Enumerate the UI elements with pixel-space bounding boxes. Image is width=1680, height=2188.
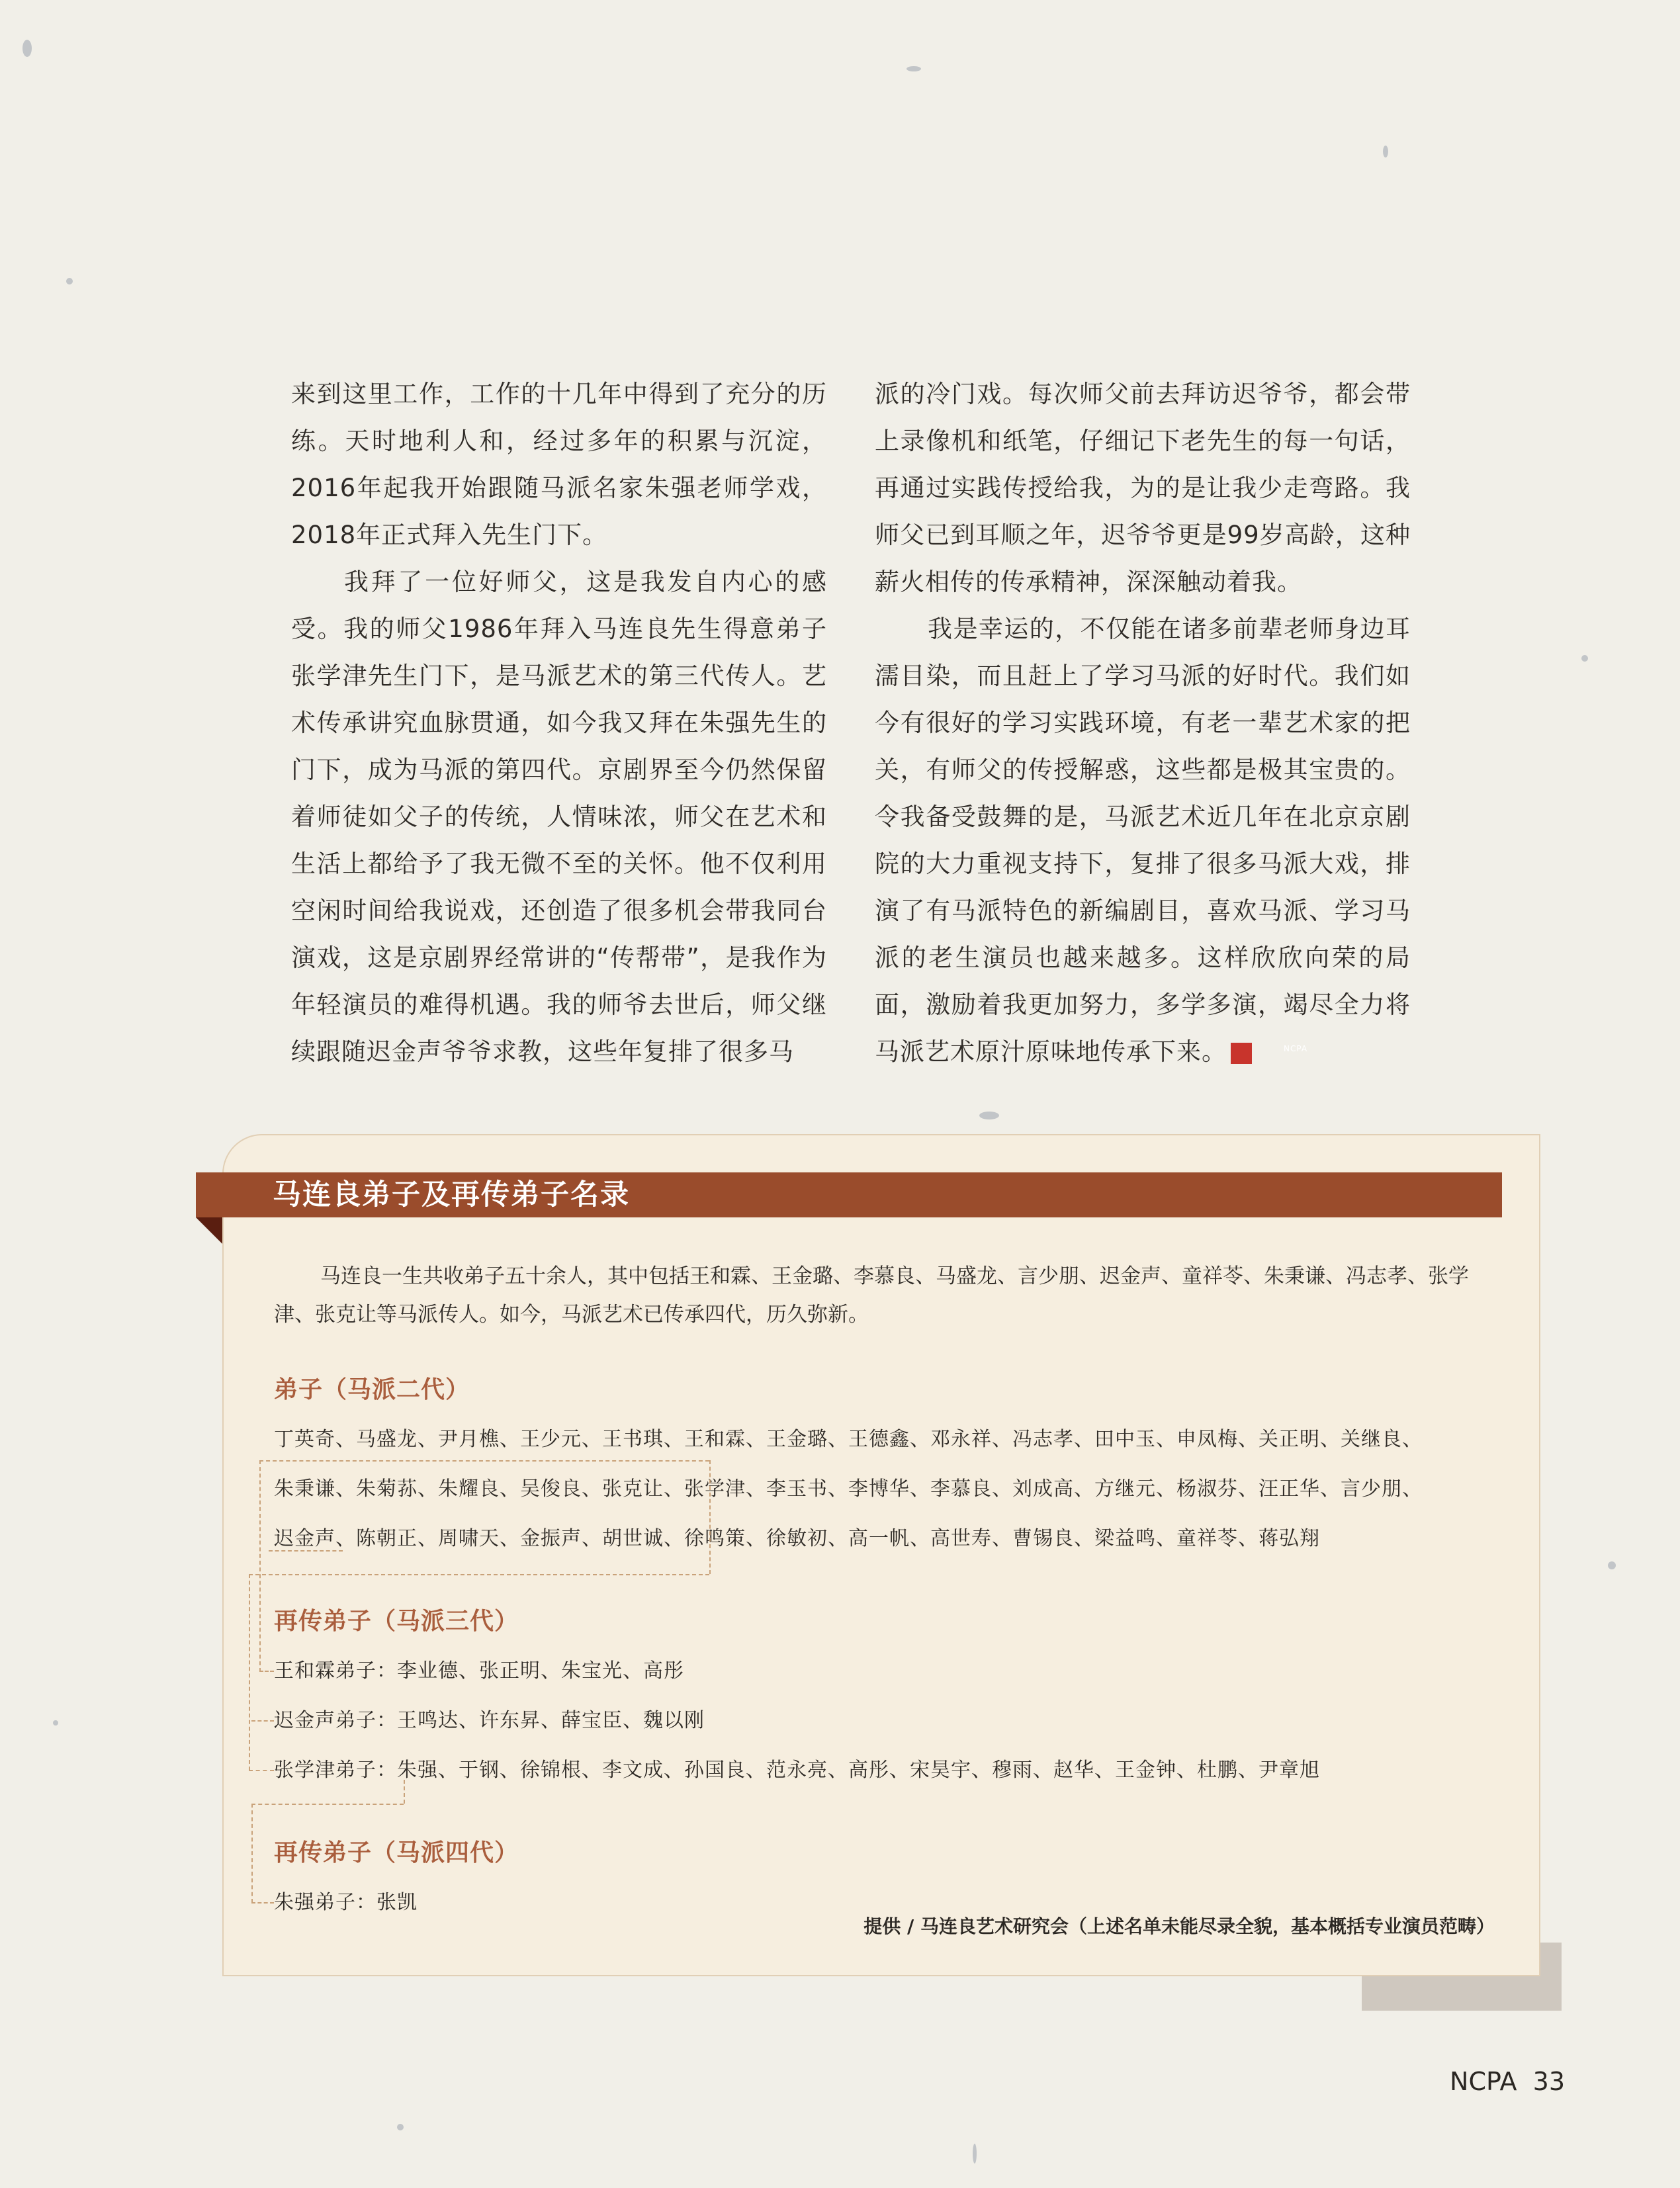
lineage-connector [249,1574,709,1575]
lineage-connector [249,1574,250,1771]
ncpa-seal-icon: NCPA [1231,1043,1252,1064]
paper-speck [53,1720,58,1726]
article-paragraph: 来到这里工作，工作的十几年中得到了充分的历练。天时地利人和，经过多年的积累与沉淀，2016年起我开始跟随马派名家朱强老师学戏，2018年正式拜入先生门下。 [291,380,827,549]
disciple-row: 张学津弟子：朱强、于钢、徐锦根、李文成、孙国良、范永亮、高彤、宋昊宇、穆雨、赵华、王金钟、杜鹏、尹章旭 [274,1759,1320,1782]
paper-speck [66,278,73,284]
disciple-row: 朱秉谦、朱菊荪、朱耀良、吴俊良、张克让、张学津、李玉书、李博华、李慕良、刘成高、方继元、杨淑芬、汪正华、言少朋、 [274,1477,1423,1501]
disciple-row: 朱强弟子：张凯 [274,1891,418,1914]
lineage-connector [251,1720,274,1722]
paper-speck [22,40,32,57]
lineage-connector [249,1770,274,1771]
paper-speck [973,2144,977,2164]
article-paragraph: 我拜了一位好师父，这是我发自内心的感受。我的师父1986年拜入马连良先生得意弟子张学津先生门下，是马派艺术的第三代传人。艺术传承讲究血脉贯通，如今我又拜在朱强先生的门下，成为马派的第四代。京剧界至今仍然保留着师徒如父子的传统，人情味浓，师父在艺术和生活上都给予了我无微不至的关怀。他不仅利用空闲时间给我说戏，还创造了很多机会带我同台演戏，这是京剧界经常讲的“传帮带”，是我作为年轻演员的难得机遇。我的师爷去世后，师父继续跟随迟金声爷爷求教，这些年复排了很多马 [291,568,827,1066]
sidebar-credit: 提供 / 马连良艺术研究会（上述名单未能尽录全貌，基本概括专业演员范畴） [863,1915,1495,1937]
footer-brand: NCPA [1450,2067,1517,2096]
sidebar-intro: 马连良一生共收弟子五十余人，其中包括王和霖、王金璐、李慕良、马盛龙、言少朋、迟金声、童祥苓、朱秉谦、冯志孝、张学津、张克让等马派传人。如今，马派艺术已传承四代，历久弥新。 [274,1264,1469,1327]
lineage-connector [269,1550,343,1552]
lineage-connector [404,1780,405,1804]
paper-speck [397,2124,404,2130]
article-paragraph [875,605,1411,1075]
lineage-connector [259,1460,261,1672]
paper-speck [979,1112,999,1119]
article-paragraph-text: 我是幸运的，不仅能在诸多前辈老师身边耳濡目染，而且赶上了学习马派的好时代。我们如今有很好的学习实践环境，有老一辈艺术家的把关，有师父的传授解惑，这些都是极其宝贵的。令我备受鼓舞的是，马派艺术近几年在北京京剧院的大力重视支持下，复排了很多马派大戏，排演了有马派特色的新编剧目，喜欢马派、学习马派的老生演员也越来越多。这样欣欣向荣的局面，激励着我更加努力，多学多演，竭尽全力将马派艺术原汁原味地传承下来。 [875,615,1411,1066]
paper-speck [1581,655,1588,662]
lineage-connector [251,1804,404,1805]
sidebar-title: 马连良弟子及再传弟子名录 [196,1172,1502,1217]
section-title-second-gen: 弟子（马派二代） [274,1376,470,1403]
disciple-row: 丁英奇、马盛龙、尹月樵、王少元、王书琪、王和霖、王金璐、王德鑫、邓永祥、冯志孝、田中玉、申凤梅、关正明、关继良、 [274,1428,1423,1451]
lineage-connector [709,1460,711,1574]
section-title-third-gen: 再传弟子（马派三代） [274,1608,519,1635]
lineage-connector [251,1902,274,1904]
article-paragraph: 派的冷门戏。每次师父前去拜访迟爷爷，都会带上录像机和纸笔，仔细记下老先生的每一句话，再通过实践传授给我，为的是让我少走弯路。我师父已到耳顺之年，迟爷爷更是99岁高龄，这种薪火相传的传承精神，深深触动着我。 [875,380,1411,596]
article-left-column [291,371,827,1075]
paper-speck [906,66,921,71]
disciple-row: 王和霖弟子：李业德、张正明、朱宝光、高彤 [274,1659,684,1683]
banner-fold [196,1217,222,1244]
disciple-row: 迟金声、陈朝正、周啸天、金振声、胡世诚、徐鸣策、徐敏初、高一帆、高世寿、曹锡良、梁益鸣、童祥苓、蒋弘翔 [274,1527,1320,1550]
paper-speck [1608,1561,1616,1569]
lineage-connector [259,1460,709,1462]
lineage-connector [251,1804,253,1903]
page-number: 33 [1532,2067,1565,2096]
section-title-fourth-gen: 再传弟子（马派四代） [274,1839,519,1866]
article-right-column [875,371,1411,1075]
disciple-row: 迟金声弟子：王鸣达、许东昇、薛宝臣、魏以刚 [274,1709,705,1732]
page-footer [1450,2067,1565,2096]
paper-speck [1383,146,1388,157]
lineage-connector [259,1671,274,1672]
